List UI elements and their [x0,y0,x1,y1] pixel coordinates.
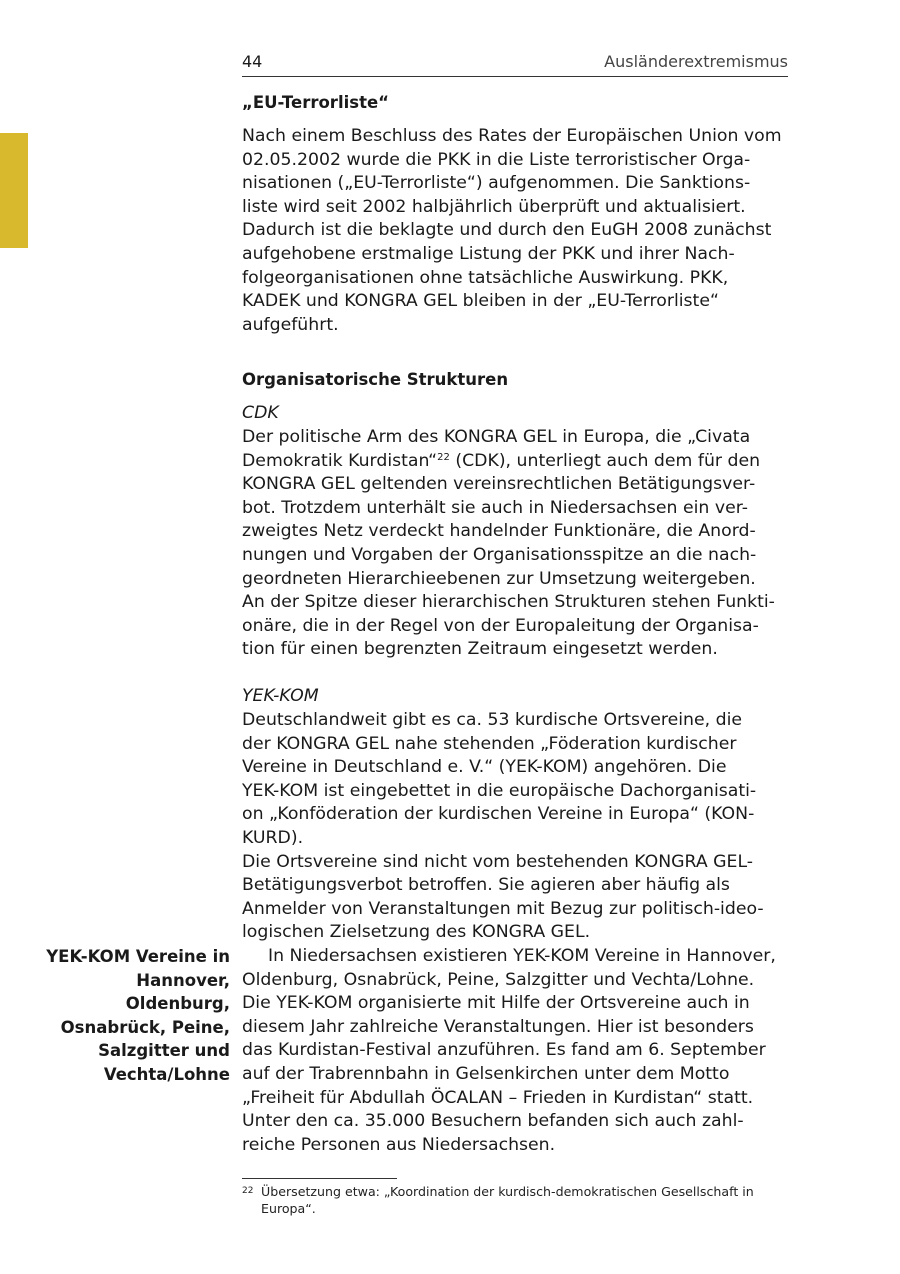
page-header [242,52,788,77]
footnote [242,1183,790,1217]
page-number: 44 [242,52,263,71]
margin-note-line: Hannover, [136,970,230,990]
margin-note-line: Osnabrück, Peine, [60,1017,230,1037]
text-line: KURD). [242,827,304,848]
footnote-separator [242,1178,397,1179]
text-line: KONGRA GEL geltenden vereinsrechtlichen Betätigungsver- [242,474,756,495]
text-line: Der politische Arm des KONGRA GEL in Europa, die „Civata [242,427,751,447]
running-title: Ausländerextremismus [604,52,788,71]
text-line: Die Ortsvereine sind nicht vom bestehenden KONGRA GEL- [242,851,754,872]
text-line: Vereine in Deutschland e. V.“ (YEK-KOM) angehören. Die [242,757,727,778]
text-line: nungen und Vorgaben der Organisationsspitze an die nach- [242,544,757,565]
text-line: Dadurch ist die beklagte und durch den EuGH 2008 zunächst [242,220,772,241]
text-fragment: Demokratik Kurdistan“ [242,450,438,471]
footnote-number: 22 [242,1186,254,1196]
text-line: reiche Personen aus Niedersachsen. [242,1134,556,1155]
text-line: liste wird seit 2002 halbjährlich überprüft und aktualisiert. [242,196,746,217]
subheading-yek-kom: YEK-KOM [242,686,319,706]
text-line: An der Spitze dieser hierarchischen Strukturen stehen Funkti- [242,592,775,613]
margin-note-line: Salzgitter und [98,1041,230,1061]
text-line: tion für einen begrenzten Zeitraum eingesetzt werden. [242,639,718,660]
chapter-edge-tab [0,133,28,248]
text-line: der KONGRA GEL nahe stehenden „Föderation kurdischer [242,733,737,754]
text-line: zweigtes Netz verdeckt handelnder Funktionäre, die Anord- [242,521,756,542]
text-line: Die YEK-KOM organisierte mit Hilfe der Ortsvereine auch in [242,993,750,1014]
footnote-line: Europa“. [261,1201,316,1216]
text-line: Anmelder von Veranstaltungen mit Bezug zur politisch-ideo- [242,898,764,919]
text-line: aufgehobene erstmalige Listung der PKK und ihrer Nach- [242,243,735,264]
margin-note-line: Vechta/Lohne [103,1064,230,1084]
text-line: auf der Trabrennbahn in Gelsenkirchen unter dem Motto [242,1063,730,1084]
text-line: diesem Jahr zahlreiche Veranstaltungen. Hier ist besonders [242,1016,754,1037]
section-heading-eu-terrorliste: „EU-Terrorliste“ [242,93,389,112]
footnote-line: Übersetzung etwa: „Koordination der kurdisch-demokratischen Gesellschaft in [261,1184,754,1199]
text-line: onäre, die in der Regel von der Europaleitung der Organisa- [242,615,759,636]
text-line: Deutschlandweit gibt es ca. 53 kurdische Ortsvereine, die [242,710,743,730]
margin-note-line: YEK-KOM Vereine in [46,947,230,966]
text-line: In Niedersachsen existieren YEK-KOM Vereine in Hannover, [268,945,776,966]
margin-note [20,945,230,1087]
text-line: logischen Zielsetzung des KONGRA GEL. [242,922,591,943]
text-fragment: (CDK), unterliegt auch dem für den [449,450,761,471]
text-line: Unter den ca. 35.000 Besuchern befanden sich auch zahl- [242,1111,744,1132]
text-line: folgeorganisationen ohne tatsächliche Auswirkung. PKK, [242,267,729,288]
text-line: nisationen („EU-Terrorliste“) aufgenommen. Die Sanktions- [242,173,751,194]
text-line: bot. Trotzdem unterhält sie auch in Niedersachsen ein ver- [242,497,748,518]
text-line: das Kurdistan-Festival anzuführen. Es fand am 6. September [242,1040,766,1061]
text-line: „Freiheit für Abdullah ÖCALAN – Frieden in Kurdistan“ statt. [242,1087,754,1108]
margin-note-line: Oldenburg, [125,994,230,1014]
footnote-text [261,1183,790,1217]
subheading-cdk: CDK [242,403,279,423]
paragraph-cdk [242,426,790,662]
text-line-with-footnote [242,450,790,474]
text-line: on „Konföderation der kurdischen Vereine in Europa“ (KON- [242,804,755,825]
text-line: Oldenburg, Osnabrück, Peine, Salzgitter und Vechta/Lohne. [242,969,755,990]
text-line: Betätigungsverbot betroffen. Sie agieren aber häufig als [242,875,730,896]
text-line: 02.05.2002 wurde die PKK in die Liste terroristischer Orga- [242,149,751,170]
text-line: KADEK und KONGRA GEL bleiben in der „EU-Terrorliste“ [242,291,719,312]
text-line: Nach einem Beschluss des Rates der Europäischen Union vom [242,126,782,146]
text-line: YEK-KOM ist eingebettet in die europäische Dachorganisati- [242,780,757,801]
text-line: geordneten Hierarchieebenen zur Umsetzung weitergeben. [242,568,756,589]
paragraph-eu-terrorliste [242,125,790,337]
section-heading-organisatorische-strukturen: Organisatorische Strukturen [242,370,509,389]
footnote-reference: 22 [437,451,450,463]
text-line: aufgeführt. [242,314,339,335]
paragraph-yek-kom [242,709,790,1157]
